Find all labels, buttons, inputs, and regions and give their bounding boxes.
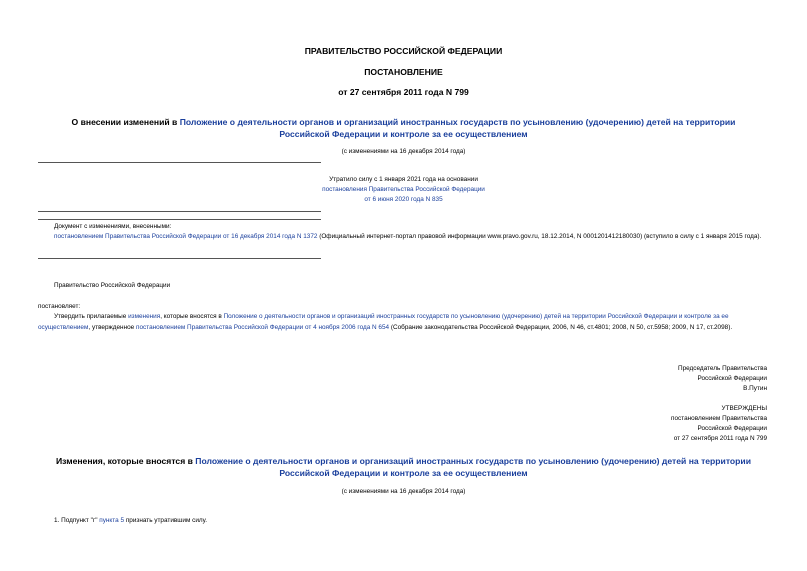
paragraph-mid2: , утвержденное [88,323,136,331]
item-1 [54,516,207,525]
paragraph-mid1: , которые вносятся в [160,313,224,320]
status-link-decree[interactable]: постановления Правительства Российской Федерации [322,186,485,193]
paragraph-start: Утвердить прилагаемые [54,313,129,320]
document-date-number: от 27 сентября 2011 года N 799 [338,87,469,97]
status-link-date[interactable]: от 6 июня 2020 года N 835 [364,196,443,203]
regulation-link[interactable]: Положение о деятельности органов и организаций иностранных государств по усыновлению (удочерению) детей на территории Российской Федерации и контроле за ее осуществлением [38,313,729,331]
decree-654-link[interactable]: постановлением Правительства Российской Федерации от 4 ноября 2006 года N 654 [136,323,390,331]
signature-name: В.Путин [743,385,767,392]
approved-country: Российской Федерации [697,425,767,432]
title-prefix: О внесении изменений в [71,117,180,127]
item-1-link[interactable]: пункта 5 [99,517,125,524]
changes-rest: (Официальный интернет-портал правовой информации www.pravo.gov.ru, 18.12.2014, N 0001201412180030) (вступило в силу с 1 января 2015 года). [317,233,762,240]
approved-label: УТВЕРЖДЕНЫ [721,405,767,412]
divider [38,258,321,259]
paragraph-end: (Собрание законодательства Российской Федерации, 2006, N 46, ст.4801; 2008, N 50, ст.5958; 2009, N 17, ст.2098). [389,323,733,331]
item-1-end: признать утратившим силу. [124,517,207,524]
item-1-start: 1. Подпункт "г" [54,517,100,524]
divider [38,219,321,220]
government-heading: ПРАВИТЕЛЬСТВО РОССИЙСКОЙ ФЕДЕРАЦИИ [304,46,503,56]
changes-label: Документ с изменениями, внесенными: [54,223,172,230]
body-paragraph [38,312,769,333]
body-government: Правительство Российской Федерации [54,282,171,289]
signature-country: Российской Федерации [697,375,767,382]
title-link[interactable]: Положение о деятельности органов и организаций иностранных государств по усыновлению (удочерению) детей на территории Российской Федерации и контроле за ее осуществлением [179,117,736,139]
approved-block [671,404,767,444]
divider [38,211,321,212]
changes-title [40,455,767,479]
changes-title-prefix: Изменения, которые вносятся в [55,456,196,466]
signature-position: Председатель Правительства [678,365,767,372]
approved-date: от 27 сентября 2011 года N 799 [673,435,767,442]
signature-block [678,364,767,394]
status-block [0,175,807,205]
status-line: Утратило силу с 1 января 2021 года на основании [329,176,478,183]
divider [38,162,321,163]
document-type: ПОСТАНОВЛЕНИЕ [364,67,443,77]
changes-paragraph [38,232,769,242]
revision-note: (с изменениями на 16 декабря 2014 года) [341,148,466,155]
approved-decree: постановлением Правительства [671,415,767,422]
changes-title-link[interactable]: Положение о деятельности органов и организаций иностранных государств по усыновлению (удочерению) детей на территории Российской Федерации и контроле за ее осуществлением [195,456,752,478]
changes-revision-note: (с изменениями на 16 декабря 2014 года) [341,488,466,495]
document-title [50,116,757,140]
body-resolves: постановляет: [38,303,81,310]
changes-annex-link[interactable]: изменения [128,313,161,320]
changes-link[interactable]: постановлением Правительства Российской Федерации от 16 декабря 2014 года N 1372 [54,233,318,240]
